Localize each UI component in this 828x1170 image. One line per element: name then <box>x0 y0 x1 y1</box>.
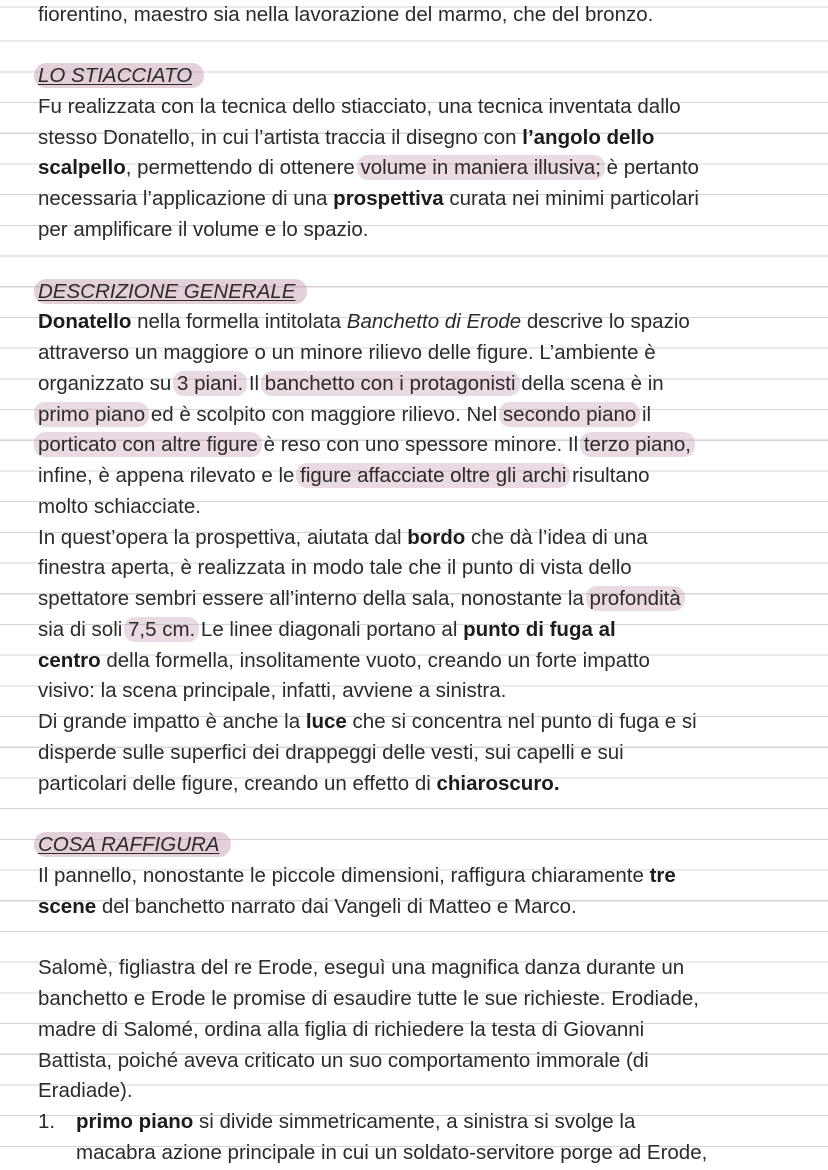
paragraph-line <box>38 676 506 707</box>
paragraph-line <box>38 461 650 492</box>
highlighted-text: primo piano <box>34 402 149 427</box>
text: sia di soli <box>38 618 129 641</box>
paragraph-line <box>38 646 650 677</box>
text: visivo: la scena principale, infatti, avviene a sinistra. <box>38 679 507 702</box>
text: del banchetto narrato dai Vangeli di Matteo e Marco. <box>96 895 577 918</box>
paragraph-line <box>38 123 654 154</box>
highlighted-text: 7,5 cm. <box>124 617 199 642</box>
text: si divide simmetricamente, a sinistra si svolge la <box>193 1110 636 1133</box>
bold-term: punto di fuga al <box>463 618 616 641</box>
text: curata nei minimi particolari <box>443 187 699 210</box>
highlighted-text: 3 piani. <box>173 371 247 396</box>
paragraph-line <box>38 1076 133 1107</box>
text: descrive lo spazio <box>521 310 690 333</box>
paragraph-line <box>38 953 684 984</box>
text: è pertanto <box>600 156 699 179</box>
section-heading: COSA RAFFIGURA <box>34 832 231 857</box>
text: fiorentino, maestro sia nella lavorazione del marmo, che del bronzo. <box>38 3 654 26</box>
text: nella formella intitolata <box>131 310 347 333</box>
text: infine, è appena rilevato e le <box>38 464 301 487</box>
text: Il <box>243 372 265 395</box>
text: banchetto e Erode le promise di esaudire tutte le sue richieste. Erodiade, <box>38 987 699 1010</box>
text: Il pannello, nonostante le piccole dimensioni, raffigura chiaramente <box>38 864 650 887</box>
bold-term: scene <box>38 895 97 918</box>
paragraph-line <box>38 153 699 184</box>
text: necessaria l’applicazione di una <box>38 187 334 210</box>
bold-term: Donatello <box>38 310 132 333</box>
text: In quest’opera la prospettiva, aiutata dal <box>38 526 408 549</box>
paragraph-line <box>38 584 681 615</box>
text: Battista, poiché aveva criticato un suo comportamento immorale (di <box>38 1049 649 1072</box>
paragraph-line <box>38 92 681 123</box>
text: Di grande impatto è anche la <box>38 710 306 733</box>
paragraph-line <box>38 1046 649 1077</box>
text: è reso con uno spessore minore. Il <box>257 433 584 456</box>
paragraph-line <box>38 430 691 461</box>
text: finestra aperta, è realizzata in modo tale che il punto di vista dello <box>38 556 632 579</box>
text: madre di Salomé, ordina alla figlia di richiedere la testa di Giovanni <box>38 1018 645 1041</box>
bold-term: scalpello <box>38 156 126 179</box>
text: che si concentra nel punto di fuga e si <box>346 710 697 733</box>
text: per amplificare il volume e lo spazio. <box>38 218 369 241</box>
paragraph-line <box>38 400 651 431</box>
bold-term: prospettiva <box>333 187 444 210</box>
section-heading: LO STIACCIATO <box>34 63 204 88</box>
text: il <box>636 403 652 426</box>
highlighted-text: porticato con altre figure <box>34 432 262 457</box>
paragraph-line <box>38 338 656 369</box>
bold-term: luce <box>305 710 347 733</box>
heading-descrizione <box>38 277 307 308</box>
list-item <box>38 1107 635 1138</box>
text: disperde sulle superfici dei drappeggi delle vesti, sui capelli e sui <box>38 741 624 764</box>
text: ed è scolpito con maggiore rilievo. Nel <box>145 403 503 426</box>
paragraph-line <box>38 184 699 215</box>
paragraph-line <box>38 307 690 338</box>
text: spettatore sembri essere all’interno della sala, nonostante la <box>38 587 590 610</box>
text: Fu realizzata con la tecnica dello stiacciato, una tecnica inventata dallo <box>38 95 681 118</box>
text: particolari delle figure, creando un effetto di <box>38 772 437 795</box>
paragraph-line <box>38 615 616 646</box>
paragraph-line <box>38 861 676 892</box>
bold-term: bordo <box>407 526 466 549</box>
italic-title: Banchetto di Erode <box>346 310 522 333</box>
paragraph-line <box>38 707 697 738</box>
paragraph-line <box>38 738 624 769</box>
paragraph-line <box>38 769 560 800</box>
paragraph-line <box>38 215 368 246</box>
bold-term: chiaroscuro. <box>436 772 560 795</box>
heading-stiacciato <box>38 61 204 92</box>
list-number: 1. <box>38 1110 56 1133</box>
text: , permettendo di ottenere <box>125 156 361 179</box>
section-heading: DESCRIZIONE GENERALE <box>34 279 307 304</box>
paragraph-line <box>38 523 648 554</box>
text: stesso Donatello, in cui l’artista traccia il disegno con <box>38 126 523 149</box>
text: macabra azione principale in cui un soldato-servitore porge ad Erode, <box>76 1141 708 1164</box>
highlighted-text: secondo piano <box>499 402 640 427</box>
paragraph-line <box>38 369 664 400</box>
text: che dà l’idea di una <box>465 526 648 549</box>
text: Salomè, figliastra del re Erode, eseguì una magnifica danza durante un <box>38 956 685 979</box>
heading-cosa-raffigura <box>38 830 231 861</box>
bold-term: tre <box>649 864 676 887</box>
text: della formella, insolitamente vuoto, creando un forte impatto <box>100 649 650 672</box>
paragraph-line <box>38 492 201 523</box>
text: molto schiacciate. <box>38 495 201 518</box>
highlighted-text: profondità <box>586 586 685 611</box>
text: risultano <box>566 464 650 487</box>
highlighted-text: terzo piano, <box>580 432 695 457</box>
highlighted-text: banchetto con i protagonisti <box>261 371 520 396</box>
text: della scena è in <box>515 372 664 395</box>
list-item-continuation <box>76 1138 707 1169</box>
highlighted-text: figure affacciate oltre gli archi <box>296 463 570 488</box>
bold-term: primo piano <box>76 1110 194 1133</box>
paragraph-line <box>38 553 632 584</box>
text: attraverso un maggiore o un minore rilievo delle figure. L’ambiente è <box>38 341 656 364</box>
text: Le linee diagonali portano al <box>195 618 464 641</box>
text: Eradiade). <box>38 1079 133 1102</box>
bold-term: l’angolo dello <box>522 126 655 149</box>
intro-line <box>38 0 653 31</box>
paragraph-line <box>38 1015 644 1046</box>
paragraph-line <box>38 984 699 1015</box>
paragraph-line <box>38 892 577 923</box>
text: organizzato su <box>38 372 178 395</box>
bold-term: centro <box>38 649 101 672</box>
highlighted-text: volume in maniera illusiva; <box>357 155 605 180</box>
